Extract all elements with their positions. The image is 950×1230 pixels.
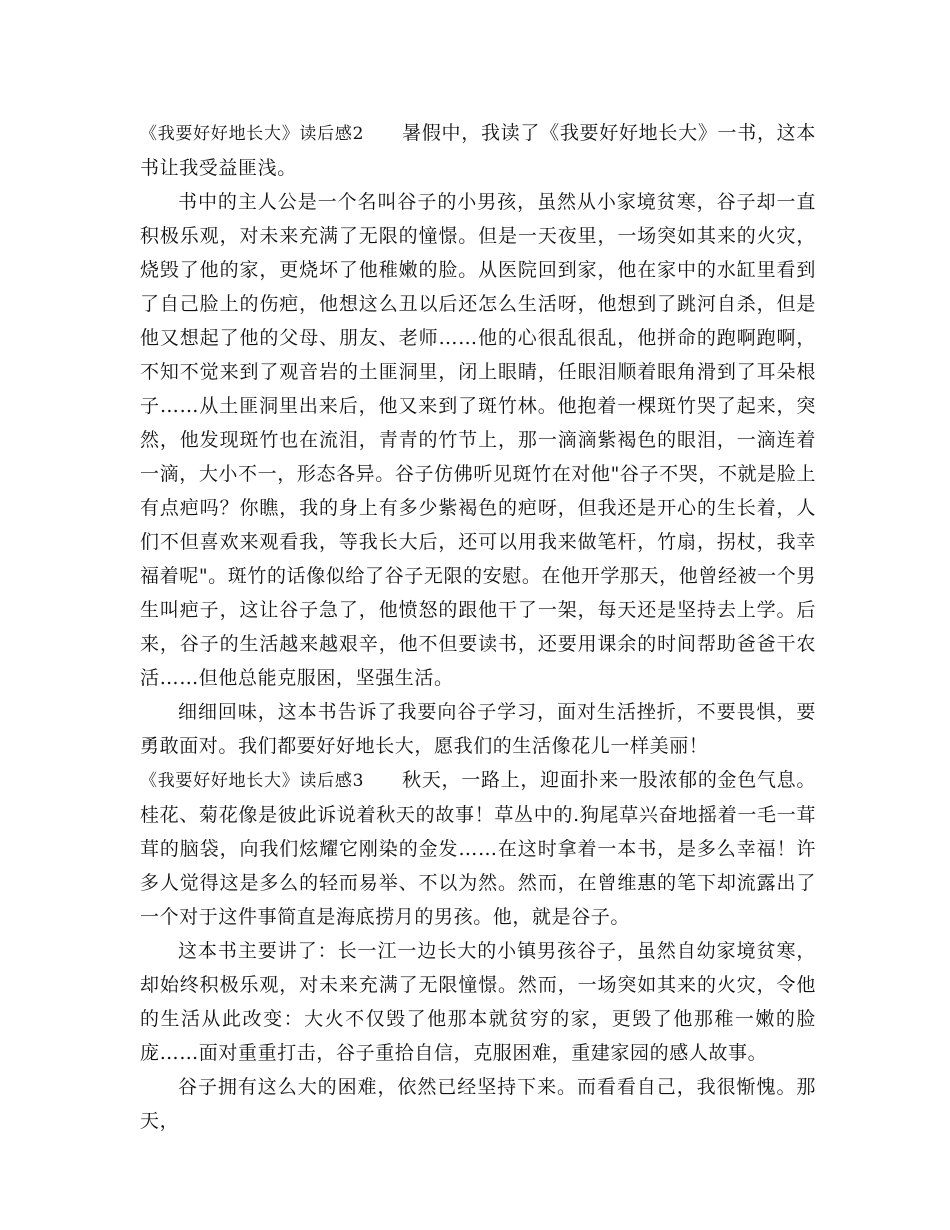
section-1-paragraph: 书中的主人公是一个名叫谷子的小男孩，虽然从小家境贫寒，谷子却一直积极乐观，对未来充满了无限的憧憬。但是一天夜里，一场突如其来的火灾，烧毁了他的家，更烧坏了他稚嫩的脸。从医院回到家，他在家中的水缸里看到了自己脸上的伤疤，他想这么丑以后还怎么生活呀，他想到了跳河自杀，但是他又想起了他的父母、朋友、老师……他的心很乱很乱，他拼命的跑啊跑啊，不知不觉来到了观音岩的土匪洞里，闭上眼睛，任眼泪顺着眼角滑到了耳朵根子……从土匪洞里出来后，他又来到了斑竹林。他抱着一棵斑竹哭了起来，突然，他发现斑竹也在流泪，青青的竹节上，那一滴滴紫褐色的眼泪，一滴连着一滴，大小不一，形态各异。谷子仿佛听见斑竹在对他"谷子不哭，不就是脸上有点疤吗？你瞧，我的身上有多少紫褐色的疤呀，但我还是开心的生长着，人们不但喜欢来观看我，等我长大后，还可以用我来做笔杆，竹扇，拐杖，我幸福着呢"。斑竹的话像似给了谷子无限的安慰。在他开学那天，他曾经被一个男生叫疤子，这让谷子急了，他愤怒的跟他干了一架，每天还是坚持去上学。后来，谷子的生活越来越艰辛，他不但要读书，还要用课余的时间帮助爸爸干农活……但他总能克服困，坚强生活。 [140,191,816,689]
section-2-opening [140,763,816,934]
section-1-opening [140,116,816,185]
section-2-heading: 《我要好好地长大》读后感3 [140,771,364,791]
section-1-heading: 《我要好好地长大》读后感2 [140,124,364,144]
section-2-paragraph: 这本书主要讲了：长一江一边长大的小镇男孩谷子，虽然自幼家境贫寒，却始终积极乐观，对未来充满了无限憧憬。然而，一场突如其来的火灾，令他的生活从此改变：大火不仅毁了他那本就贫穷的家，更毁了他那稚一嫩的脸庞……面对重重打击，谷子重拾自信，克服困难，重建家园的感人故事。 [140,940,816,1064]
section-2-paragraph: 谷子拥有这么大的困难，依然已经坚持下来。而看看自己，我很惭愧。那天， [140,1076,816,1132]
section-2-intro: 秋天，一路上，迎面扑来一股浓郁的金色气息。桂花、菊花像是彼此诉说着秋天的故事！草丛中的.狗尾草兴奋地摇着一毛一茸茸的脑袋，向我们炫耀它刚染的金发……在这时拿着一本书，是多么幸福！许多人觉得这是多么的轻而易举、不以为然。然而，在曾维惠的笔下却流露出了一个对于这件事简直是海底捞月的男孩。他，就是谷子。 [140,769,816,928]
section-1-paragraph: 细细回味，这本书告诉了我要向谷子学习，面对生活挫折，不要畏惧，要勇敢面对。我们都要好好地长大，愿我们的生活像花儿一样美丽！ [140,701,816,757]
section-1-intro: 暑假中，我读了《我要好好地长大》一书，这本书让我受益匪浅。 [140,122,816,179]
document-body [140,116,816,1138]
